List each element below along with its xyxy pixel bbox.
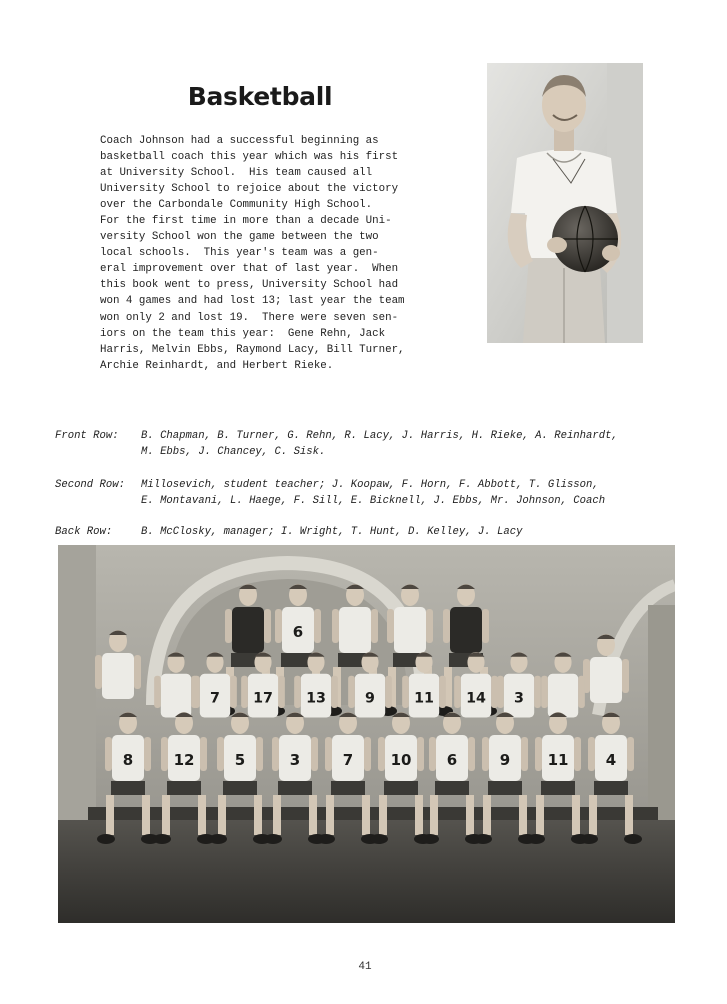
body-line: University School to rejoice about the victory: [100, 183, 399, 196]
page-number: 41: [358, 961, 372, 973]
body-line: eral improvement over that of last year. When: [100, 263, 399, 276]
jersey-number: 13: [306, 690, 326, 707]
body-line: at University School. His team caused all: [100, 167, 373, 180]
body-line: Harris, Melvin Ebbs, Raymond Lacy, Bill Turner,: [100, 343, 405, 356]
body-line: Archie Reinhardt, and Herbert Rieke.: [100, 359, 334, 372]
jersey-number: 8: [122, 751, 134, 769]
jersey-number: 11: [414, 690, 434, 707]
coach-photo: [487, 63, 643, 343]
caption-back-row: [55, 524, 705, 540]
jersey-number: 11: [547, 751, 569, 769]
jersey-number: 9: [365, 690, 375, 707]
article-body: [100, 133, 430, 374]
body-line: won 4 games and had lost 13; last year the team: [100, 295, 405, 308]
caption-second-row: [55, 477, 705, 509]
team-photo: [58, 545, 675, 923]
caption-line: B. McClosky, manager; I. Wright, T. Hunt, D. Kelley, J. Lacy: [141, 526, 523, 538]
body-line: versity School won the game between the two: [100, 231, 379, 244]
body-line: local schools. This year's team was a gen-: [100, 247, 379, 260]
body-line: over the Carbondale Community High School.: [100, 199, 373, 212]
caption-line: E. Montavani, L. Haege, F. Sill, E. Bicknell, J. Ebbs, Mr. Johnson, Coach: [141, 495, 606, 507]
jersey-number: 7: [342, 751, 354, 769]
team-photo-graphic: [58, 545, 675, 923]
caption-front-row: [55, 428, 705, 460]
jersey-number: 12: [173, 751, 195, 769]
jersey-number: 9: [499, 751, 511, 769]
body-line: this book went to press, University School had: [100, 279, 399, 292]
body-line: Coach Johnson had a successful beginning as: [100, 135, 379, 147]
page-title: Basketball: [187, 82, 333, 111]
jersey-number: 7: [210, 690, 220, 707]
caption-label: Front Row:: [55, 430, 119, 442]
body-line: basketball coach this year which was his first: [100, 151, 399, 164]
caption-label: Second Row:: [55, 479, 125, 491]
caption-line: B. Chapman, B. Turner, G. Rehn, R. Lacy, J. Harris, H. Rieke, A. Reinhardt,: [141, 430, 618, 442]
body-line: won only 2 and lost 19. There were seven sen-: [100, 311, 399, 324]
body-line: For the first time in more than a decade Uni-: [100, 215, 392, 228]
jersey-number: 3: [289, 751, 301, 769]
caption-label: Back Row:: [55, 526, 113, 538]
caption-line: M. Ebbs, J. Chancey, C. Sisk.: [141, 446, 326, 458]
jersey-number: 14: [466, 690, 486, 707]
caption-line: Millosevich, student teacher; J. Koopaw, F. Horn, F. Abbott, T. Glisson,: [141, 479, 599, 491]
jersey-number: 17: [253, 690, 273, 707]
jersey-number: 6: [292, 623, 304, 641]
jersey-number: 4: [605, 751, 617, 769]
coach-photo-graphic: [487, 63, 643, 343]
body-line: iors on the team this year: Gene Rehn, Jack: [100, 327, 386, 340]
jersey-number: 5: [234, 751, 246, 769]
jersey-number: 3: [514, 690, 524, 707]
jersey-number: 6: [446, 751, 458, 769]
jersey-number: 10: [390, 751, 412, 769]
